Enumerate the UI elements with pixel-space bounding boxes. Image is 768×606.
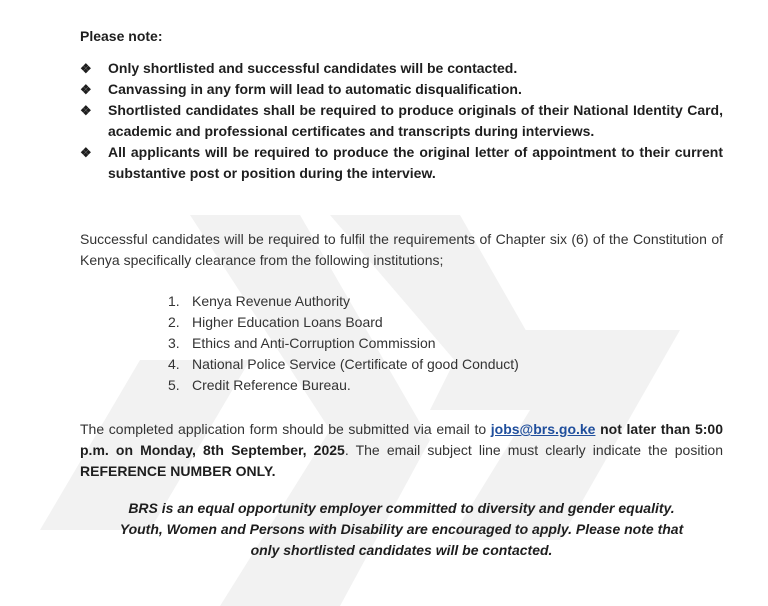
institution-name: Kenya Revenue Authority xyxy=(192,293,350,309)
notice-heading: Please note: xyxy=(80,28,163,44)
notice-item xyxy=(80,79,723,100)
equal-opportunity-statement xyxy=(80,498,723,561)
diamond-bullet-icon: ❖ xyxy=(80,61,92,76)
statement-line: only shortlisted candidates will be contacted. xyxy=(250,542,553,558)
notice-item-text: Canvassing in any form will lead to automatic disqualification. xyxy=(108,81,522,97)
institution-number: 4. xyxy=(168,356,180,372)
notice-item xyxy=(80,100,723,142)
reference-text: REFERENCE NUMBER ONLY. xyxy=(80,463,276,479)
institution-item xyxy=(168,333,519,354)
notice-list xyxy=(80,58,723,184)
notice-item xyxy=(80,58,723,79)
deadline-text: not later than 5:00 p.m. on Monday, 8th September, 2025 xyxy=(80,421,723,458)
notice-item-text: All applicants will be required to produce the original letter of appointment to their current substantive post or position during the interview. xyxy=(108,144,723,181)
institution-name: National Police Service (Certificate of good Conduct) xyxy=(192,356,519,372)
institution-number: 3. xyxy=(168,335,180,351)
notice-item xyxy=(80,142,723,184)
institution-number: 2. xyxy=(168,314,180,330)
institution-number: 1. xyxy=(168,293,180,309)
submission-paragraph xyxy=(80,419,723,482)
institution-item xyxy=(168,291,519,312)
institution-name: Higher Education Loans Board xyxy=(192,314,383,330)
institution-name: Credit Reference Bureau. xyxy=(192,377,351,393)
notice-item-text: Shortlisted candidates shall be required to produce originals of their National Identity Card, academic and professional certificates and transcripts during interviews. xyxy=(108,102,723,139)
notice-item-text: Only shortlisted and successful candidates will be contacted. xyxy=(108,60,518,76)
email-link[interactable]: jobs@brs.go.ke xyxy=(490,421,596,437)
institution-item xyxy=(168,375,519,396)
submission-text: The completed application form should be submitted via email to xyxy=(80,421,491,437)
institutions-list xyxy=(168,291,519,396)
institution-number: 5. xyxy=(168,377,180,393)
diamond-bullet-icon: ❖ xyxy=(80,103,92,118)
institution-item xyxy=(168,354,519,375)
statement-line: BRS is an equal opportunity employer committed to diversity and gender equality. xyxy=(128,500,675,516)
requirements-paragraph: Successful candidates will be required to fulfil the requirements of Chapter six (6) of the Constitution of Kenya specifically clearance from the following institutions; xyxy=(80,231,723,268)
diamond-bullet-icon: ❖ xyxy=(80,145,92,160)
diamond-bullet-icon: ❖ xyxy=(80,82,92,97)
submission-text-cont: . The email subject line must clearly indicate the position xyxy=(344,442,723,458)
institution-name: Ethics and Anti-Corruption Commission xyxy=(192,335,436,351)
statement-line: Youth, Women and Persons with Disability are encouraged to apply. Please note that xyxy=(119,521,684,537)
institution-item xyxy=(168,312,519,333)
